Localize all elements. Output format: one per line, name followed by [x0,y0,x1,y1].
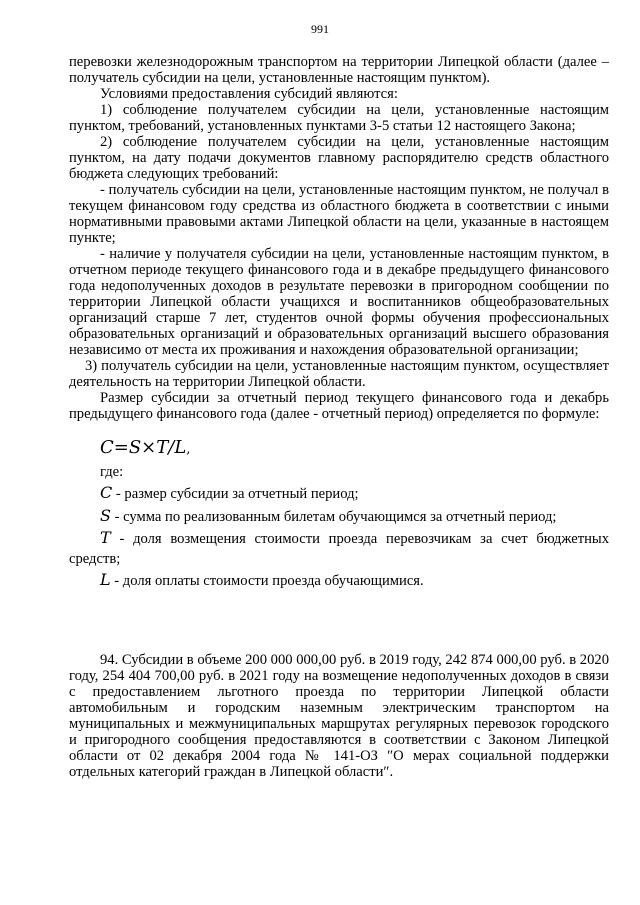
paragraph-requirement-2: - наличие у получателя субсидии на цели, установленные настоящим пунктом, в отчетном периоде текущего финансового года и в декабре предыдущего финансового года недополученных доходов в результате перевозки в пригородном сообщении по территории Липецкой области учащихся и воспитанников общеобразовательных организаций старше 7 лет, студентов очной формы обучения профессиональных образовательных организаций и образовательных организаций высшего образования независимо от места их проживания и нахождения образовательной организации; [69,246,609,358]
formula-block [69,436,609,592]
variable-l [69,569,609,592]
paragraph-condition-2: 2) соблюдение получателем субсидии на цели, установленные настоящим пунктом, на дату подачи документов главному распорядителю средств областного бюджета следующих требований: [69,134,609,182]
variable-t [69,528,609,569]
paragraph-intro: перевозки железнодорожным транспортом на территории Липецкой области (далее – получатель субсидии на цели, установленные настоящим пунктом). [69,54,609,86]
paragraph-condition-1: 1) соблюдение получателем субсидии на цели, установленные настоящим пунктом, требований, установленных пунктами 3-5 статьи 12 настоящего Закона; [69,102,609,134]
paragraph-formula-intro: Размер субсидии за отчетный период текущего финансового года и декабрь предыдущего финансового года (далее - отчетный период) определяется по формуле: [69,390,609,422]
variable-symbol: T [100,528,111,547]
variable-s [69,505,609,528]
page-number: 991 [311,22,329,36]
variable-description: - доля оплаты стоимости проезда обучающимися. [114,573,424,589]
variable-description: - доля возмещения стоимости проезда перевозчикам за счет бюджетных средств; [69,531,610,567]
document-body [69,54,609,780]
paragraph-section-94: 94. Субсидии в объеме 200 000 000,00 руб. в 2019 году, 242 874 000,00 руб. в 2020 году, 254 404 700,00 руб. в 2021 году на возмещение недополученных доходов в связи с предоставлением льготного проезда по территории Липецкой области автомобильным и городским наземным электрическим транспортом на муниципальных и межмуниципальных маршрутах регулярных перевозок городского и пригородного сообщения предоставляются в соответствии с Законом Липецкой области от 02 декабря 2004 года № 141-ОЗ ″О мерах социальной поддержки отдельных категорий граждан в Липецкой области″. [69,652,609,780]
formula-where: где: [100,464,124,480]
variable-description: - размер субсидии за отчетный период; [115,486,359,502]
paragraph-requirement-1: - получатель субсидии на цели, установленные настоящим пунктом, не получал в текущем финансовом году средства из областного бюджета в соответствии с иными нормативными правовыми актами Липецкой области на цели, указанные в настоящем пункте; [69,182,609,246]
section-spacer [69,592,609,652]
paragraph-condition-3: 3) получатель субсидии на цели, установленные настоящим пунктом, осуществляет деятельность на территории Липецкой области. [69,358,609,390]
variable-symbol: S [100,506,111,525]
variable-description: - сумма по реализованным билетам обучающимся за отчетный период; [114,509,557,525]
paragraph-conditions-heading: Условиями предоставления субсидий являются: [100,86,398,102]
formula-trailing: , [186,442,191,457]
formula-text: C=S×T/L [100,437,187,458]
variable-c [69,482,609,505]
variable-symbol: C [100,483,113,502]
formula-expression [69,436,609,462]
variable-symbol: L [100,570,111,589]
